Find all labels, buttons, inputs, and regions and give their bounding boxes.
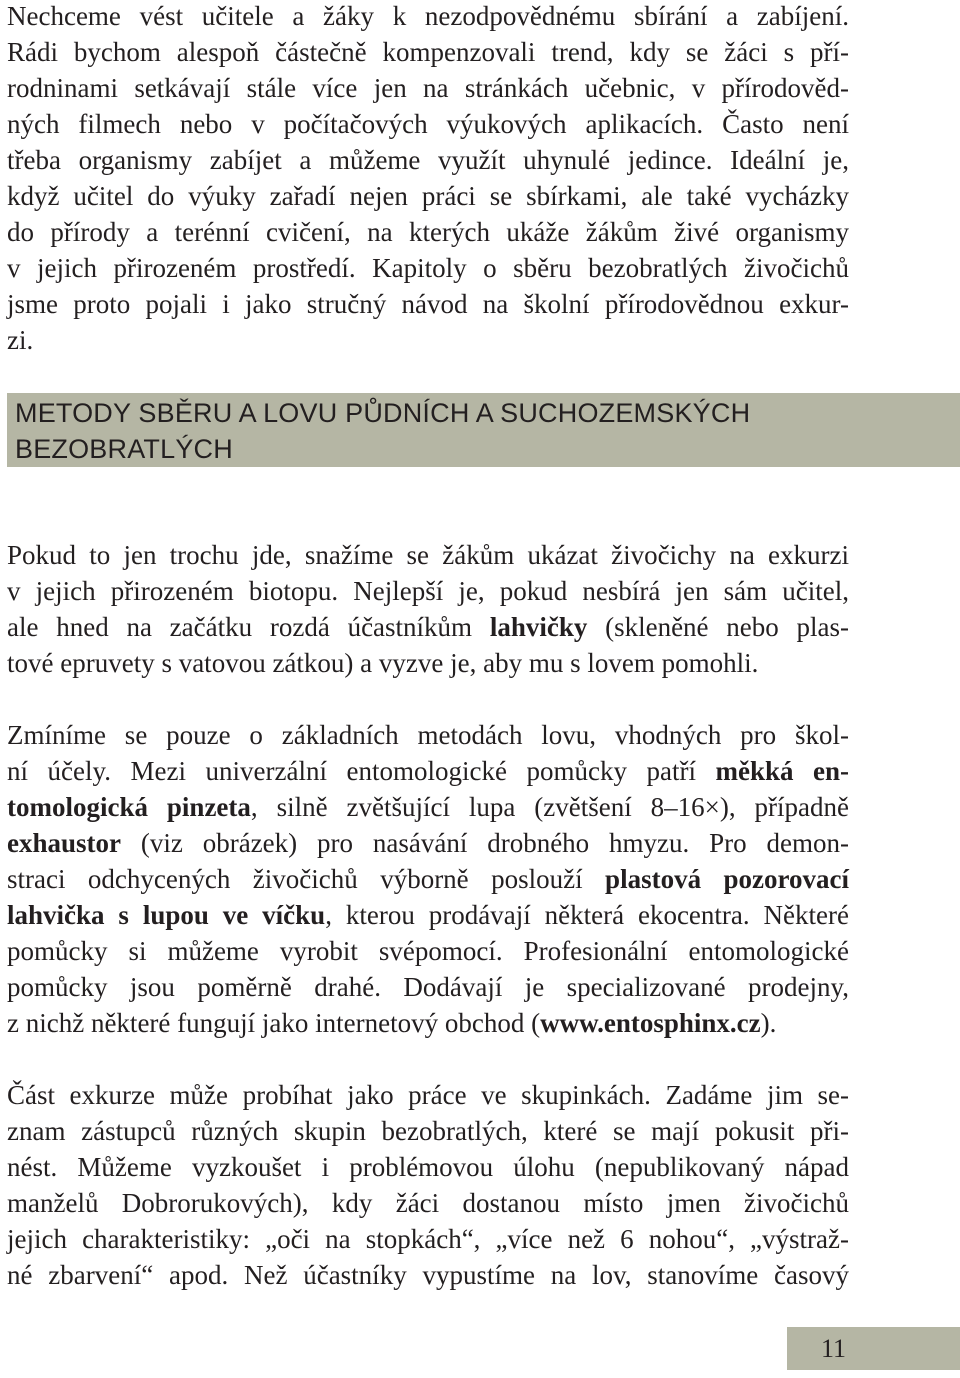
text-line: rodninami setkávají stále více jen na stránkách učebnic, v přírodověd-	[7, 73, 849, 103]
paragraph-students-help	[7, 537, 849, 681]
bold-term: lahvička s lupou ve víčku	[7, 900, 326, 930]
text-line: Zmíníme se pouze o základních metodách lovu, vhodných pro škol-	[7, 720, 849, 750]
text-line: do přírody a terénní cvičení, na kterých ukáže žákům živé organismy	[7, 217, 849, 247]
section-heading-line: BEZOBRATLÝCH	[15, 434, 233, 464]
paragraph-tools	[7, 717, 849, 1041]
text-line: z nichž některé fungují jako internetový obchod (www.entosphinx.cz).	[7, 1008, 777, 1038]
text-line: ní účely. Mezi univerzální entomologické pomůcky patří měkká en-	[7, 756, 850, 786]
text-line: v jejich přirozeném biotopu. Nejlepší je, pokud nesbírá jen sám učitel,	[7, 576, 849, 606]
text-line: zi.	[7, 325, 34, 355]
text-line: Část exkurze může probíhat jako práce ve skupinkách. Zadáme jim se-	[7, 1080, 849, 1110]
text-line: exhaustor (viz obrázek) pro nasávání drobného hmyzu. Pro demon-	[7, 828, 849, 858]
text-line: třeba organismy zabíjet a můžeme využít uhynulé jedince. Ideální je,	[7, 145, 849, 175]
paragraph-group-work	[7, 1077, 849, 1293]
text-line: v jejich přirozeném prostředí. Kapitoly o sběru bezobratlých živočichů	[7, 253, 849, 283]
text-line: jsme proto pojali i jako stručný návod na školní přírodovědnou exkur-	[7, 289, 849, 319]
text-line: nést. Můžeme vyzkoušet i problémovou úlohu (nepublikovaný nápad	[7, 1152, 849, 1182]
text-line: pomůcky si můžeme vyrobit svépomocí. Profesionální entomologické	[7, 936, 849, 966]
text-line: Nechceme vést učitele a žáky k nezodpovědnému sbírání a zabíjení.	[7, 1, 849, 31]
text-line: Rádi bychom alespoň částečně kompenzovali trend, kdy se žáci s pří-	[7, 37, 849, 67]
text-line: straci odchycených živočichů výborně poslouží plastová pozorovací	[7, 864, 849, 894]
bold-term: lahvičky	[489, 612, 588, 642]
text-line: jejich charakteristiky: „oči na stopkách“, „více než 6 nohou“, „výstraž-	[7, 1224, 849, 1254]
text-line: tomologická pinzeta, silně zvětšující lupa (zvětšení 8–16×), případně	[7, 792, 850, 822]
page-number: 11	[820, 1334, 846, 1363]
website-link-text: www.entosphinx.cz	[540, 1008, 761, 1038]
text-line: když učitel do výuky zařadí nejen práci se sbírkami, ale také vycházky	[7, 181, 849, 211]
bold-term: exhaustor	[7, 828, 121, 858]
bold-term: plastová pozorovací	[605, 864, 849, 894]
text-line: ale hned na začátku rozdá účastníkům lahvičky (skleněné nebo plas-	[7, 612, 850, 642]
page-number-box	[787, 1327, 960, 1370]
text-line: né zbarvení“ apod. Než účastníky vypustíme na lov, stanovíme časový	[7, 1260, 849, 1290]
text-line: ných filmech nebo v počítačových výukových aplikacích. Často není	[7, 109, 849, 139]
bold-term: tomologická pinzeta	[7, 792, 251, 822]
text-line: znam zástupců různých skupin bezobratlých, které se mají pokusit při-	[7, 1116, 849, 1146]
text-line: Pokud to jen trochu jde, snažíme se žákům ukázat živočichy na exkurzi	[7, 540, 849, 570]
section-heading-line: METODY SBĚRU A LOVU PŮDNÍCH A SUCHOZEMSKÝCH	[15, 398, 751, 428]
text-line: tové epruvety s vatovou zátkou) a vyzve je, aby mu s lovem pomohli.	[7, 648, 759, 678]
intro-paragraph	[7, 0, 849, 358]
section-heading	[15, 395, 750, 467]
section-heading-box	[7, 393, 960, 467]
text-line: manželů Dobrorukových), kdy žáci dostanou místo jmen živočichů	[7, 1188, 849, 1218]
text-line: pomůcky jsou poměrně drahé. Dodávají je specializované prodejny,	[7, 972, 849, 1002]
text-line: lahvička s lupou ve víčku, kterou prodávají některá ekocentra. Některé	[7, 900, 849, 930]
bold-term: měkká en-	[715, 756, 850, 786]
